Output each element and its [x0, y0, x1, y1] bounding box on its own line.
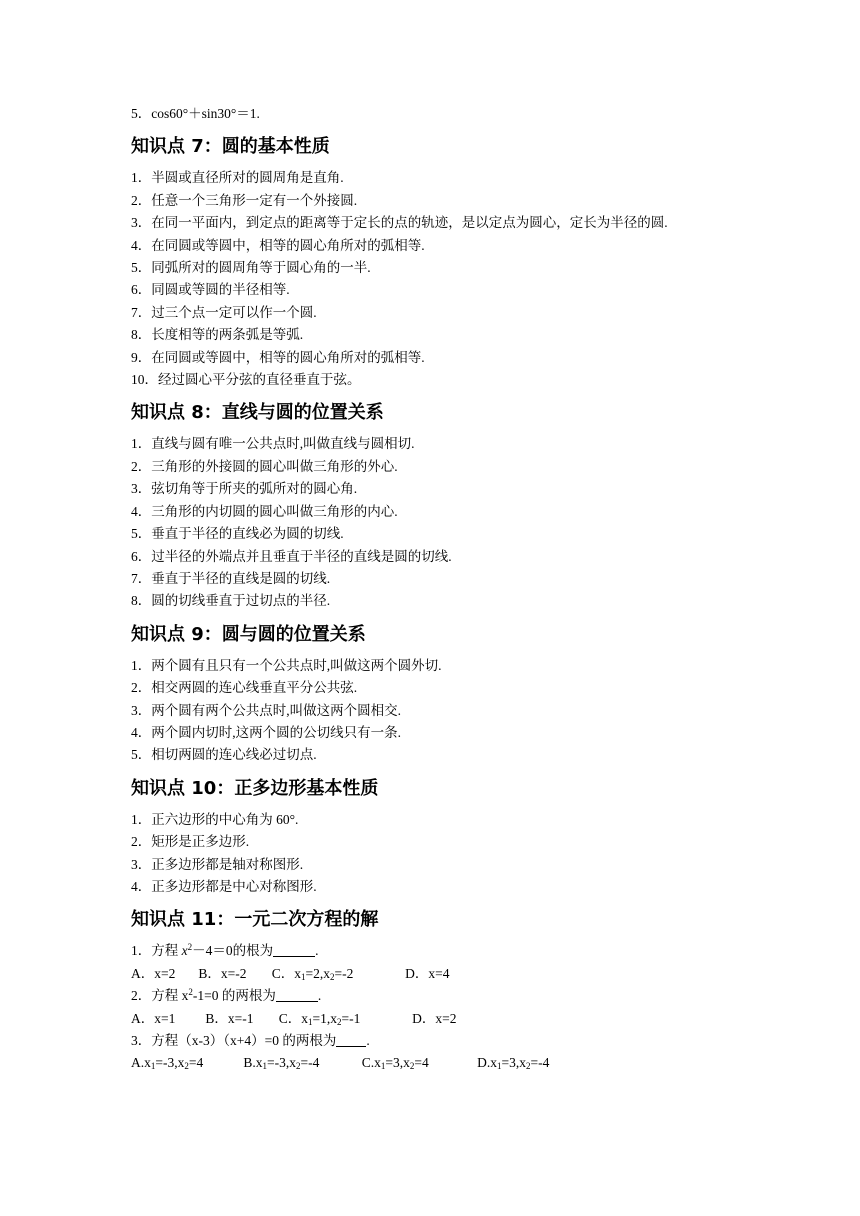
list-item: 5．同弧所对的圆周角等于圆心角的一半.: [131, 260, 371, 276]
list-item: 2．相交两圆的连心线垂直平分公共弦.: [131, 680, 358, 696]
list-item: 3．两个圆有两个公共点时,叫做这两个圆相交.: [131, 702, 401, 718]
list-item: 4．正多边形都是中心对称图形.: [131, 878, 317, 894]
list-item: 2．任意一个三角形一定有一个外接圆.: [131, 192, 358, 208]
section-title: 知识点 7：圆的基本性质: [131, 136, 330, 158]
list-item: 6．同圆或等圆的半径相等.: [131, 282, 290, 298]
list-item: 6．过半径的外端点并且垂直于半径的直线是圆的切线.: [131, 548, 452, 564]
q1-option-c[interactable]: C．$x_1=2,x_2=-2$: [271, 965, 354, 982]
section-11-title: 知识点 11：一元二次方程的解: [131, 909, 379, 931]
answer-blank[interactable]: [276, 987, 318, 1002]
q3-option-d[interactable]: $D.x_1=3,x_2=-4$: [477, 1055, 550, 1072]
q2-stem: 2．方程 $x^2-1=0$ 的两根为 .: [131, 987, 322, 1004]
q1-options: [131, 963, 771, 985]
sections: [131, 134, 771, 898]
list-item: 3．在同一平面内，到定点的距离等于定长的点的轨迹，是以定点为圆心，定长为半径的圆.: [131, 215, 668, 231]
list-item: 8．长度相等的两条弧是等弧.: [131, 327, 304, 343]
q3-options: [131, 1052, 771, 1074]
q2-option-c[interactable]: C．$x_1=1,x_2=-1$: [278, 1010, 361, 1027]
q3-option-c[interactable]: $C.x_1=3,x_2=4$: [361, 1055, 429, 1072]
q1-option-a[interactable]: A．x=2: [131, 965, 176, 981]
list-item: 1．半圆或直径所对的圆周角是直角.: [131, 170, 344, 186]
document-page: [131, 103, 771, 1075]
list-item: 4．三角形的内切圆的圆心叫做三角形的内心.: [131, 503, 398, 519]
q1-option-b[interactable]: B．x=-2: [198, 965, 247, 981]
q1-option-d[interactable]: D．x=4: [405, 965, 450, 981]
list-item: 3．正多边形都是轴对称图形.: [131, 856, 304, 872]
list-item: 9．在同圆或等圆中，相等的圆心角所对的弧相等.: [131, 349, 425, 365]
list-item: 8．圆的切线垂直于过切点的半径.: [131, 593, 331, 609]
list-item: 7．过三个点一定可以作一个圆.: [131, 304, 317, 320]
list-item: 10．经过圆心平分弦的直径垂直于弦。: [131, 372, 361, 388]
list-item: 2．三角形的外接圆的圆心叫做三角形的外心.: [131, 458, 398, 474]
q3-option-b[interactable]: $B.x_1=-3,x_2=-4$: [243, 1055, 320, 1072]
list-item: 3．弦切角等于所夹的弧所对的圆心角.: [131, 481, 358, 497]
list-item: 5．相切两圆的连心线必过切点.: [131, 747, 317, 763]
q3-stem: 3．方程（x-3）（x+4）=0 的两根为 .: [131, 1033, 370, 1048]
q1-stem: 1．方程 $x^2-4=0$的根为 .: [131, 942, 319, 959]
q2-options: [131, 1008, 771, 1030]
answer-blank[interactable]: [336, 1032, 366, 1047]
q2-option-b[interactable]: B．x=-1: [205, 1010, 254, 1026]
section-title: 知识点 10：正多边形基本性质: [131, 777, 379, 799]
q2-option-d[interactable]: D．x=2: [412, 1010, 457, 1026]
intro-line: 5．cos60°＋sin30°＝1.: [131, 106, 260, 121]
list-item: 1．正六边形的中心角为 60°.: [131, 811, 299, 827]
list-item: 2．矩形是正多边形.: [131, 834, 250, 850]
section-title: 知识点 8：直线与圆的位置关系: [131, 402, 384, 424]
q3-option-a[interactable]: $A.x_1=-3,x_2=4$: [131, 1055, 204, 1072]
q2-option-a[interactable]: A．x=1: [131, 1010, 176, 1026]
list-item: 7．垂直于半径的直线是圆的切线.: [131, 570, 331, 586]
list-item: 5．垂直于半径的直线必为圆的切线.: [131, 526, 344, 542]
answer-blank[interactable]: [273, 942, 315, 957]
list-item: 1．两个圆有且只有一个公共点时,叫做这两个圆外切.: [131, 657, 442, 673]
section-title: 知识点 9：圆与圆的位置关系: [131, 623, 366, 645]
list-item: 4．在同圆或等圆中，相等的圆心角所对的弧相等.: [131, 237, 425, 253]
list-item: 4．两个圆内切时,这两个圆的公切线只有一条.: [131, 724, 401, 740]
list-item: 1．直线与圆有唯一公共点时,叫做直线与圆相切.: [131, 436, 415, 452]
